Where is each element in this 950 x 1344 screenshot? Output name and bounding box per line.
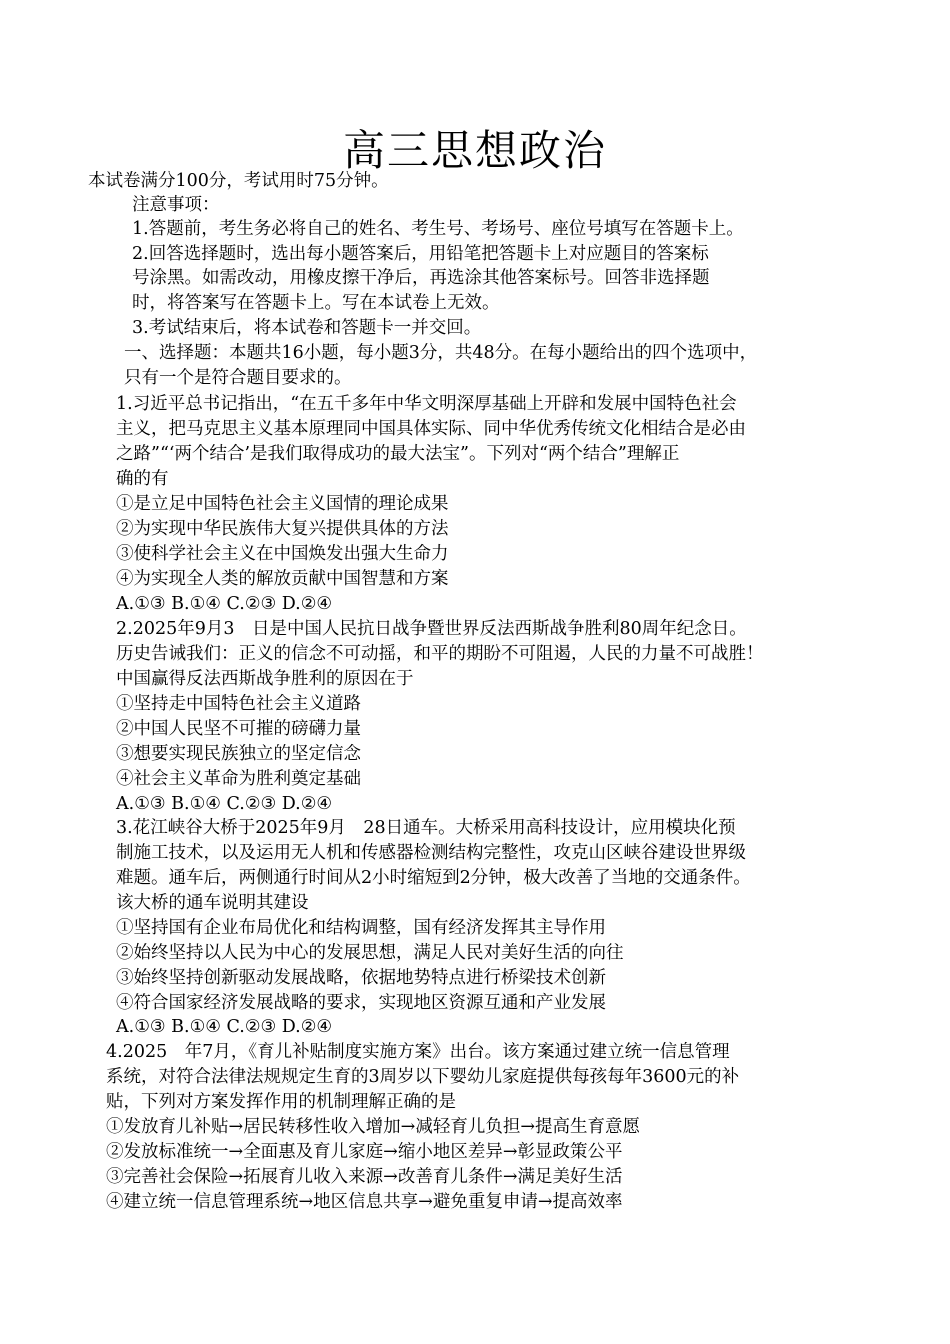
notes-heading: 注意事项： xyxy=(132,195,220,215)
question-item: ①坚持走中国特色社会主义道路 xyxy=(116,694,361,714)
question-item: ①发放育儿补贴→居民转移性收入增加→减轻育儿负担→提高生育意愿 xyxy=(106,1117,640,1137)
question-stem-line: 系统，对符合法律法规规定生育的3周岁以下婴幼儿家庭提供每孩每年3600元的补 xyxy=(106,1067,740,1087)
notes-line: 1.答题前，考生务必将自己的姓名、考生号、考场号、座位号填写在答题卡上。 xyxy=(132,219,744,239)
question-stem-line: 制施工技术，以及运用无人机和传感器检测结构完整性，攻克山区峡谷建设世界级 xyxy=(116,843,746,863)
question-item: ③始终坚持创新驱动发展战略，依据地势特点进行桥梁技术创新 xyxy=(116,968,606,988)
notes-line: 时，将答案写在答题卡上。写在本试卷上无效。 xyxy=(132,293,500,313)
question-stem-line: 难题。通车后，两侧通行时间从2小时缩短到2分钟，极大改善了当地的交通条件。 xyxy=(116,868,751,888)
question-item: ④社会主义革命为胜利奠定基础 xyxy=(116,769,361,789)
question-stem-line: 贴，下列对方案发挥作用的机制理解正确的是 xyxy=(106,1092,456,1112)
question-item: ①是立足中国特色社会主义国情的理论成果 xyxy=(116,494,449,514)
answer-choices: A.①③ B.①④ C.②③ D.②④ xyxy=(116,1017,333,1037)
answer-choices: A.①③ B.①④ C.②③ D.②④ xyxy=(116,794,333,814)
question-item: ③想要实现民族独立的坚定信念 xyxy=(116,744,361,764)
question-stem-line: 2.2025年9月3 日是中国人民抗日战争暨世界反法西斯战争胜利80周年纪念日。 xyxy=(116,619,747,639)
question-stem-line: 确的有 xyxy=(116,469,169,489)
notes-line: 2.回答选择题时，选出每小题答案后，用铅笔把答题卡上对应题目的答案标 xyxy=(132,244,709,264)
question-stem-line: 历史告诫我们：正义的信念不可动摇，和平的期盼不可阻遏，人民的力量不可战胜！ xyxy=(116,644,764,664)
question-stem-line: 中国赢得反法西斯战争胜利的原因在于 xyxy=(116,669,414,689)
intro-line: 本试卷满分100分，考试用时75分钟。 xyxy=(88,171,389,191)
question-item: ②发放标准统一→全面惠及育儿家庭→缩小地区差异→彰显政策公平 xyxy=(106,1142,623,1162)
section-heading-line: 只有一个是符合题目要求的。 xyxy=(124,368,352,388)
question-item: ②始终坚持以人民为中心的发展思想，满足人民对美好生活的向往 xyxy=(116,943,624,963)
question-item: ②为实现中华民族伟大复兴提供具体的方法 xyxy=(116,519,449,539)
answer-choices: A.①③ B.①④ C.②③ D.②④ xyxy=(116,594,333,614)
section-heading-line: 一、选择题：本题共16小题，每小题3分，共48分。在每小题给出的四个选项中， xyxy=(124,343,758,363)
question-stem-line: 该大桥的通车说明其建设 xyxy=(116,893,309,913)
page-title: 高三思想政治 xyxy=(342,126,607,175)
question-stem-line: 4.2025 年7月，《育儿补贴制度实施方案》出台。该方案通过建立统一信息管理 xyxy=(106,1042,730,1062)
question-item: ②中国人民坚不可摧的磅礴力量 xyxy=(116,719,361,739)
question-stem-line: 3.花江峡谷大桥于2025年9月 28日通车。大桥采用高科技设计，应用模块化预 xyxy=(116,818,736,838)
question-item: ④建立统一信息管理系统→地区信息共享→避免重复申请→提高效率 xyxy=(106,1192,623,1212)
question-stem-line: 主义，把马克思主义基本原理同中国具体实际、同中华优秀传统文化相结合是必由 xyxy=(116,419,746,439)
notes-line: 3.考试结束后，将本试卷和答题卡一并交回。 xyxy=(132,318,482,338)
question-item: ③完善社会保险→拓展育儿收入来源→改善育儿条件→满足美好生活 xyxy=(106,1167,623,1187)
question-item: ④为实现全人类的解放贡献中国智慧和方案 xyxy=(116,569,449,589)
question-item: ③使科学社会主义在中国焕发出强大生命力 xyxy=(116,544,449,564)
question-stem-line: 1.习近平总书记指出，“在五千多年中华文明深厚基础上开辟和发展中国特色社会 xyxy=(116,394,737,414)
question-item: ①坚持国有企业布局优化和结构调整，国有经济发挥其主导作用 xyxy=(116,918,606,938)
question-stem-line: 之路”“‘两个结合’是我们取得成功的最大法宝”。下列对“两个结合”理解正 xyxy=(116,444,680,464)
question-item: ④符合国家经济发展战略的要求，实现地区资源互通和产业发展 xyxy=(116,993,606,1013)
notes-line: 号涂黑。如需改动，用橡皮擦干净后，再选涂其他答案标号。回答非选择题 xyxy=(132,268,710,288)
